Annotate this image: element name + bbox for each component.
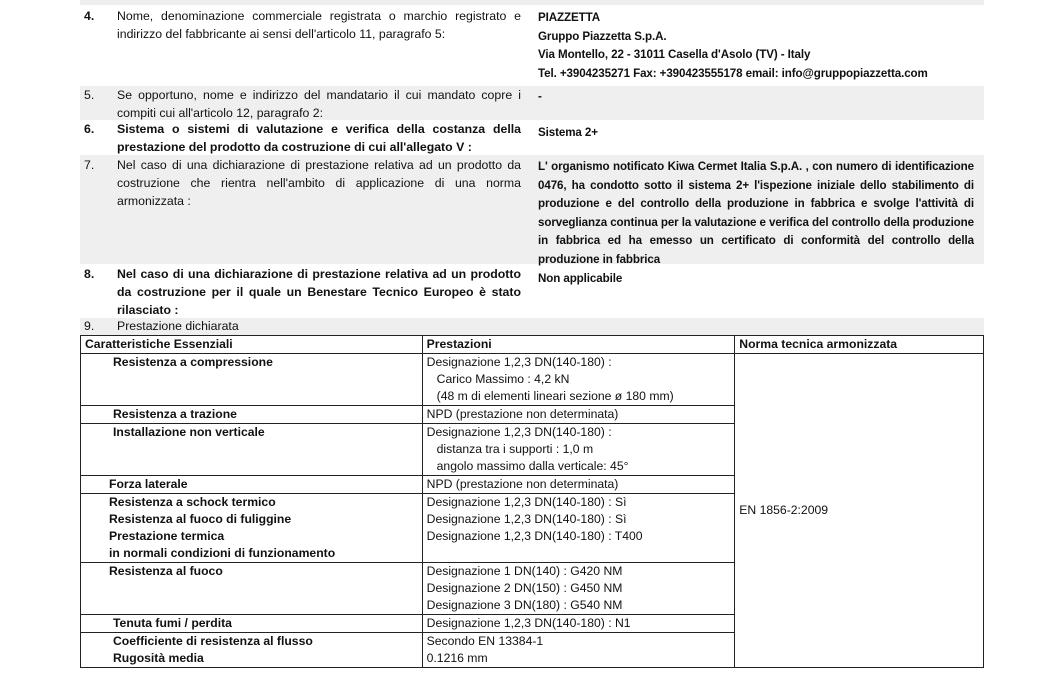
performance-line: Designazione 1,2,3 DN(140-180) : Sì [426,512,627,526]
characteristic-cell [81,563,423,615]
characteristic-cell [81,424,423,476]
manufacturer-contacts: Tel. +3904235271 Fax: +390423555178 email: info@gruppopiazzetta.com [538,66,928,80]
performance-cell [422,406,735,424]
characteristic-label: Forza laterale [109,477,188,491]
performance-cell [422,354,735,406]
header-performance: Prestazioni [422,336,735,354]
performance-table [80,335,984,668]
top-rule [80,0,984,5]
characteristic-label: Installazione non verticale [113,425,265,439]
performance-line: Designazione 1,2,3 DN(140-180) : [426,425,612,439]
characteristic-cell [81,354,423,406]
performance-line: Designazione 1,2,3 DN(140-180) : Sì [426,495,627,509]
characteristic-label: Rugosità media [113,651,204,665]
system-value: Sistema 2+ [538,126,598,139]
characteristic-cell [81,476,423,494]
header-characteristics: Caratteristiche Essenziali [81,336,423,354]
characteristic-label: Prestazione termica [109,529,225,543]
header-standard: Norma tecnica armonizzata [735,336,984,354]
performance-line: distanza tra i supporti : 1,0 m [436,442,594,456]
manufacturer-block [538,9,928,83]
table-header-row [81,336,984,354]
characteristic-cell [81,494,423,563]
characteristic-label: Tenuta fumi / perdita [113,616,232,630]
characteristic-label: Resistenza a compressione [113,355,273,369]
performance-line: 0.1216 mm [426,651,488,665]
manufacturer-company: Gruppo Piazzetta S.p.A. [538,29,667,43]
performance-cell [422,615,735,633]
item-number: 9. [84,319,95,333]
item-text: Nel caso di una dichiarazione di prestazione relativa ad un prodotto da costruzione che rientra nell'ambito di applicazione di una norma armonizzata : [117,158,521,208]
performance-cell [422,633,735,668]
performance-line: Designazione 1,2,3 DN(140-180) : [426,355,612,369]
performance-line: (48 m di elementi lineari sezione ø 180 mm) [436,389,674,403]
performance-line: NPD (prestazione non determinata) [426,477,619,491]
item-number: 8. [84,267,95,281]
performance-line: angolo massimo dalla verticale: 45° [436,459,629,473]
eta-value: Non applicabile [538,272,623,285]
performance-line: Secondo EN 13384-1 [426,634,544,648]
standard-value: EN 1856-2:2009 [739,503,829,517]
item-text: Se opportuno, nome e indirizzo del mandatario il cui mandato copre i compiti cui all'articolo 12, paragrafo 2: [117,88,521,120]
characteristic-label: in normali condizioni di funzionamento [109,546,336,560]
item-text: Prestazione dichiarata [117,319,239,333]
performance-line: Designazione 1,2,3 DN(140-180) : N1 [426,616,631,630]
performance-line: NPD (prestazione non determinata) [426,407,619,421]
characteristic-cell [81,633,423,668]
item-text: Nome, denominazione commerciale registrata o marchio registrato e indirizzo del fabbricante ai sensi dell'articolo 11, paragrafo 5: [117,9,521,41]
item-text: Sistema o sistemi di valutazione e verifica della costanza della prestazione del prodotto da costruzione di cui all'allegato V : [117,122,521,154]
performance-cell [422,563,735,615]
performance-line: Designazione 1,2,3 DN(140-180) : T400 [426,529,643,543]
performance-cell [422,424,735,476]
manufacturer-address: Via Montello, 22 - 31011 Casella d'Asolo (TV) - Italy [538,48,811,61]
performance-line: Carico Massimo : 4,2 kN [436,372,570,386]
item-number: 4. [84,9,95,23]
item-number: 5. [84,88,95,102]
mandatory-value: - [538,90,542,103]
table-row [81,354,984,406]
item-text: Nel caso di una dichiarazione di prestazione relativa ad un prodotto da costruzione per il quale un Benestare Tecnico Europeo è stato rilasciato : [117,267,521,317]
performance-line: Designazione 3 DN(180) : G540 NM [426,598,623,612]
performance-line: Designazione 2 DN(150) : G450 NM [426,581,623,595]
item-number: 7. [84,158,95,172]
characteristic-label: Coefficiente di resistenza al flusso [113,634,313,648]
characteristic-cell [81,406,423,424]
characteristic-label: Resistenza a schock termico [109,495,276,509]
characteristic-label: Resistenza al fuoco [109,564,223,578]
characteristic-label: Resistenza al fuoco di fuliggine [109,512,292,526]
item-number: 6. [84,122,95,136]
performance-line: Designazione 1 DN(140) : G420 NM [426,564,623,578]
standard-cell [735,354,984,668]
performance-cell [422,494,735,563]
characteristic-label: Resistenza a trazione [113,407,237,421]
performance-cell [422,476,735,494]
characteristic-cell [81,615,423,633]
notified-body-text: L' organismo notificato Kiwa Cermet Italia S.p.A. , con numero di identificazione 0476, ha condotto sotto il sistema 2+ l'ispezione iniziale dello stabilimento di produzione e del controllo della produzione in fabbrica e svolge l'attività di sorveglianza continua per la valutazione e verifica del controllo della produzione in fabbrica ed ha emesso un certificato di conformità del controllo della produzione in fabbrica [538,160,974,266]
manufacturer-brand: PIAZZETTA [538,11,600,24]
